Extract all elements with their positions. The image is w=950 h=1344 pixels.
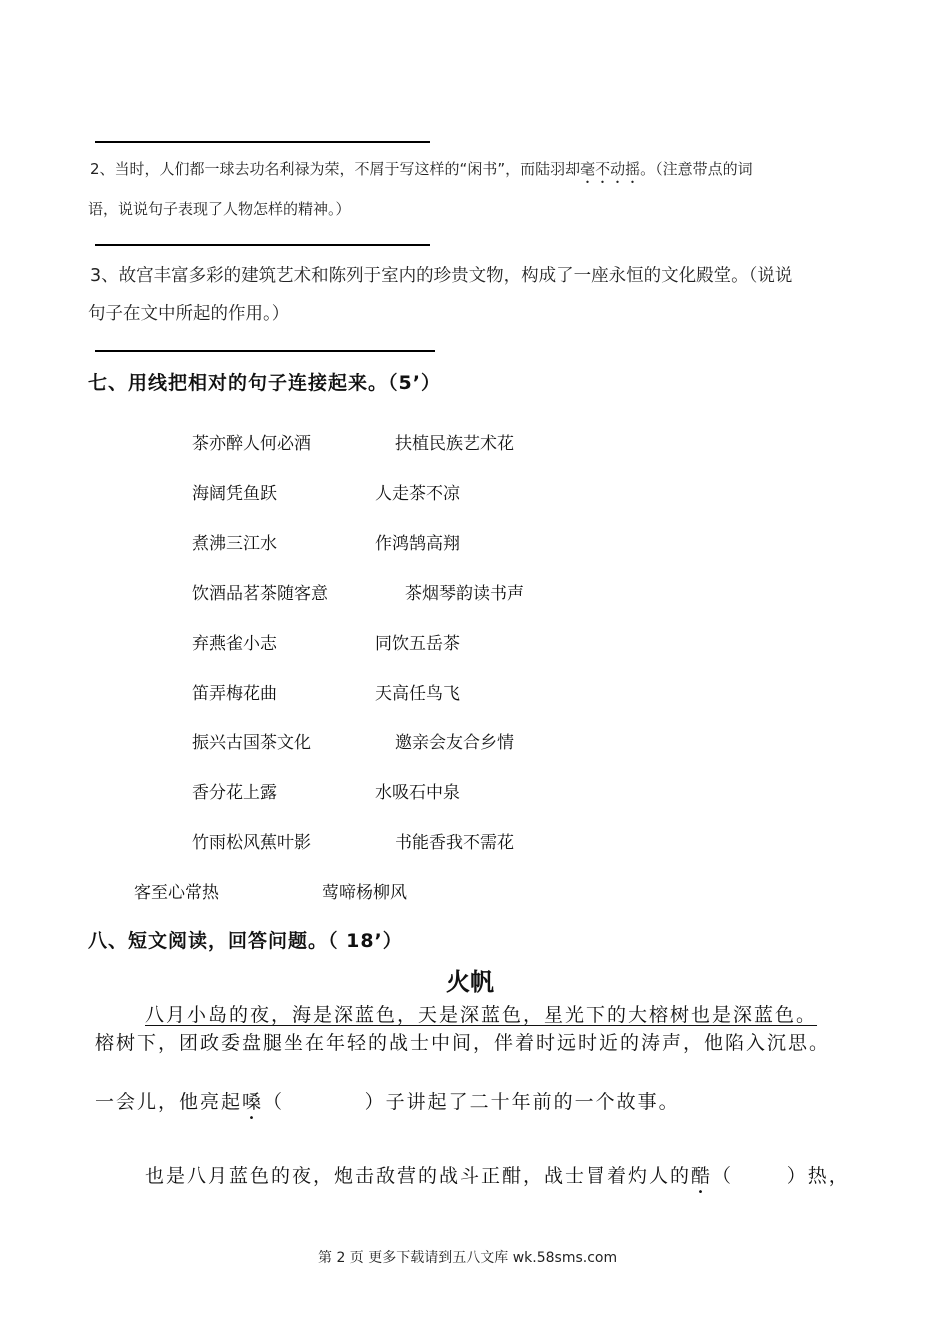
pair-right-5[interactable]: 同饮五岳茶 <box>375 634 460 654</box>
question-2-line-1 <box>90 158 753 187</box>
answer-line-2[interactable] <box>95 244 430 246</box>
section-8-heading: 八、短文阅读，回答问题。（ 18’） <box>88 930 403 952</box>
question-2-text-post: 。（注意带点的词 <box>640 160 753 178</box>
p3-text-post: 子讲起了二十年前的一个故事。 <box>385 1091 680 1113</box>
question-2-dotted-word: 毫不动摇 <box>580 160 641 178</box>
pair-left-9[interactable]: 竹雨松风蕉叶影 <box>192 833 311 853</box>
pair-left-4[interactable]: 饮酒品茗茶随客意 <box>192 584 328 604</box>
pair-left-8[interactable]: 香分花上露 <box>192 783 277 803</box>
pair-right-2[interactable]: 人走茶不凉 <box>375 484 460 504</box>
pair-right-3[interactable]: 作鸿鹄高翔 <box>375 534 460 554</box>
pair-left-2[interactable]: 海阔凭鱼跃 <box>192 484 277 504</box>
passage-title: 火帆 <box>446 968 494 996</box>
passage-paragraph-3 <box>95 1087 680 1124</box>
p3-dotted-char: 嗓 <box>242 1091 264 1113</box>
question-2-line-2: 语，说说句子表现了人物怎样的精神。） <box>88 200 351 218</box>
pair-left-5[interactable]: 弃燕雀小志 <box>192 634 277 654</box>
question-2-text-pre: 2、当时，人们都一球去功名利禄为荣，不屑于写这样的“闲书”，而陆羽却 <box>90 160 581 178</box>
pair-right-9[interactable]: 书能香我不需花 <box>395 833 514 853</box>
p4-blank[interactable]: （ ）热， <box>712 1165 850 1187</box>
pair-left-10[interactable]: 客至心常热 <box>134 883 219 903</box>
p4-text-pre: 也是八月蓝色的夜，炮击敌营的战斗正酣，战士冒着灼人的 <box>145 1165 692 1187</box>
p3-text-pre: 一会儿，他亮起 <box>95 1091 243 1113</box>
pair-right-6[interactable]: 天高任鸟飞 <box>375 684 460 704</box>
pair-left-1[interactable]: 茶亦醉人何必酒 <box>192 434 311 454</box>
page-footer: 第 2 页 更多下载请到五八文库 wk.58sms.com <box>318 1250 618 1266</box>
p3-blank[interactable]: （ ） <box>263 1091 386 1113</box>
pair-left-7[interactable]: 振兴古国茶文化 <box>192 733 311 753</box>
answer-line-3[interactable] <box>95 350 435 352</box>
pair-right-4[interactable]: 茶烟琴韵读书声 <box>405 584 524 604</box>
passage-paragraph-1: 八月小岛的夜，海是深蓝色，天是深蓝色，星光下的大榕树也是深蓝色。 <box>145 1004 818 1026</box>
pair-right-10[interactable]: 莺啼杨柳风 <box>322 883 407 903</box>
answer-line-1[interactable] <box>95 141 430 143</box>
section-7-heading: 七、用线把相对的句子连接起来。（5’） <box>88 372 441 394</box>
question-3-line-2: 句子在文中所起的作用。） <box>88 304 290 324</box>
pair-right-1[interactable]: 扶植民族艺术花 <box>395 434 514 454</box>
pair-left-6[interactable]: 笛弄梅花曲 <box>192 684 277 704</box>
pair-right-8[interactable]: 水吸石中泉 <box>375 783 460 803</box>
pair-right-7[interactable]: 邀亲会友合乡情 <box>395 733 514 753</box>
passage-paragraph-4 <box>145 1161 850 1198</box>
pair-left-3[interactable]: 煮沸三江水 <box>192 534 277 554</box>
passage-paragraph-2: 榕树下，团政委盘腿坐在年轻的战士中间，伴着时远时近的涛声，他陷入沉思。 <box>95 1032 831 1054</box>
p4-dotted-char: 酷 <box>691 1165 713 1187</box>
question-3-line-1: 3、故宫丰富多彩的建筑艺术和陈列于室内的珍贵文物，构成了一座永恒的文化殿堂。（说说 <box>90 266 793 286</box>
